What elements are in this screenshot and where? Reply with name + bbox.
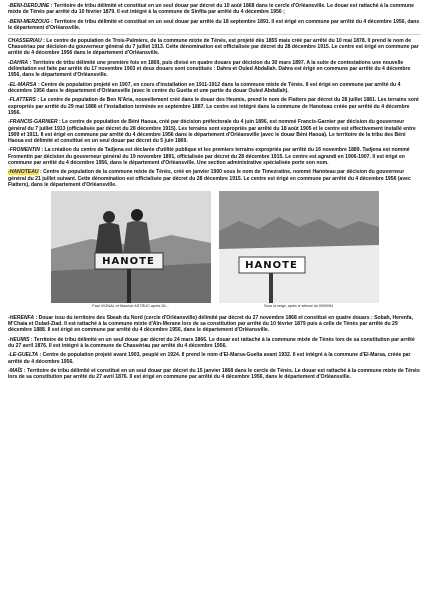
photo-snow-sign [219,191,379,309]
entry-fromentin [8,147,421,166]
entry-name: -HERENFA [8,314,35,321]
photo-image [51,191,211,303]
entry-beni-derdjine [8,3,421,15]
entry-text: : Centre de population projeté avant 1903, peuplé en 1924. Il prend le nom d'El-Marsa-Guelta avant 1932. Il est intégré à la commune d'El-Marsa, créée par arrêté du 4 décembre 1956. [8,352,411,365]
entry-name: -FLATTERS [8,97,36,104]
entry-hanoteau [8,169,421,188]
entry-dahra [8,60,421,79]
photo-image [219,191,379,303]
sign-text: HANOTE [245,259,298,271]
divider [8,34,421,35]
entry-beni-merzoug [8,19,421,31]
entry-name: -FROMENTIN [8,147,40,154]
entry-text: : Centre de population projeté en 1907, en cours d'installation en 1911-1912 dans la commune mixte de Ténès. Il est érigé en commune par arrêté du 4 décembre 1956 dans le département d'Orléansville (avec le centre du Guelta et une partie du douar Ouled Abdallah). [8,81,401,94]
entry-heumis [8,337,421,349]
entry-name: -MAÏS [8,368,23,375]
entry-name: -HEUMIS [8,336,30,343]
entry-text: : Territoire de tribu délimité et constitué en un seul douar par arrêté du 18 septembre 1891. Il est érigé en commune par arrêté du 4 décembre 1956, dans le département d'Orléansville. [8,18,420,31]
sign-text: HANOTE [102,255,155,267]
entry-text: : La création du centre de Tadjena est déclarée d'utilité publique et les premiers terrains expropriés par arrêté du 16 novembre 1889. Tadjena est nommé Fromentin par décision du gouverneur général du 19 novembre 1891, officialisée par décret du 28 décembre 1915. Le centre est agrandi en 1906-1907. Il est érigé en commune par arrêté du 4 décembre 1956, dans le département d'Orléansville. Une section administrative spécialisée porte son nom. [8,147,410,166]
entry-herenfa [8,315,421,334]
photo-men-sign-illustration [51,191,211,303]
entry-text: : Le centre de population de Ben N'Aria, nouvellement créé dans le douar des Heumis, prend le nom de Flatters par décret du 28 juillet 1881. Les terrains sont expropriés par arrêté du 29 mai 1886 et l'installation terminée en septembre 1887. Le centre est intégré dans la commune de Hanoteau créée par arrêté du 4 décembre 1956. [8,97,419,116]
entry-text: : Centre de population de la commune mixte de Ténès, créé en janvier 1900 sous le nom de Timezratine, nommé Hanoteau par décision du gouverneur général du 21 juillet suivant. Cette dénomination est officialisée par décret du 28 décembre 1915. Le centre est érigé en commune par arrêté du 4 décembre 1956 (avec Flatters), dans le département d'Orléansville. [8,169,411,188]
entry-name: -BENI-DERDJINE [8,3,50,9]
photo-caption: Paul VIGNAL et Maurice ASTRUC après 54... [92,304,169,309]
photo-row [8,191,421,309]
entry-name: -DAHRA [8,59,29,66]
photo-men-at-sign [51,191,211,309]
entry-text: : Le centre de population de Trois-Palmiers, de la commune mixte de Ténès, est projeté dès 1855 mais créé par arrêté du 10 mai 1878. Il prend le nom de Chassériau par décision du gouverneur général du 7 juillet 1913. Cette dénomination est officialisée par décret du 28 décembre 1915. Le centre est érigé en commune par arrêté du 4 décembre 1956 dans le département d'Orléansville. [8,37,419,57]
entry-name: -BENI-MERZOUG [8,18,50,25]
photo-snow-illustration [219,191,379,303]
entry-chasseriau [8,38,421,57]
entry-text: : Territoire de tribu délimité en un seul douar par décret du 24 mars 1866. Le douar est rattaché à la commune mixte de Ténès lors de sa constitution par arrêté du 27 avril 1876. Il est intégré à la commune de Chassériau par arrêté du 4 décembre 1956. [8,336,415,349]
entry-el-marsa [8,82,421,94]
entry-text: : Territoire de tribu délimité une première fois en 1869, puis divisé en quatre douars par décision du 30 mars 1897. A la suite de contestations une nouvelle délimitation est faite par arrêté du 17 novembre 1903 et deux douars sont constitués : Dahra et Ouled Abdallah. Dahra est érigé en commune par arrêté du 4 décembre 1956, dans le département d'Orléansville. [8,59,411,79]
entry-mais [8,368,421,380]
entry-flatters [8,97,421,116]
entry-name: -EL-MARSA [8,81,37,88]
entries-top [8,3,421,188]
entry-le-guelta [8,352,421,364]
entries-bottom [8,315,421,381]
entry-text: : Le centre de population de Béni Haoua, créé par décision préfectorale du 4 juin 1896, est nommé Francis-Garnier par décision du gouverneur général du 7 juillet 1913 (officialisée par décret du 28 décembre 1915). Les terrains sont expropriés par arrêté du 18 août 1905 et le centre est effectivement installé entre 1909 et 1911. Il est érigé en commune par arrêté du 4 décembre 1956 dans le département d'Orléansville (avec le douar Béni Haoua). Le territoire de la tribu des Béni Haoua est délimité et constitué en un seul douar par décret du 5 juin 1869. [8,119,416,144]
photo-caption: Sous la neige, après le séisme du 09/09/54 [264,304,333,309]
entry-name-highlighted: -HANOTEAU [8,169,39,176]
entry-text: : Douar issu du territoire des Sbeah du Nord (cercle d'Orléansville) délimité par décret du 27 novembre 1868 et constitué en quatre douars : Sobah, Herenfa, M'Chaia et Oulad-Ziad. Il est rattaché à la commune mixte d'Aïn-Merane lors de sa constitution par arrêté du 10 février 1879 puis à celle de Ténès par arrêté du 29 décembre 1888. Il est érigé en commune par arrêté du 4 décembre 1956, dans le département d'Orléansville. [8,314,413,334]
entry-name: -LE-GUELTA [8,352,39,359]
entry-name: -FRANCIS-GARNIER [8,119,58,126]
entry-francis-garnier [8,119,421,144]
entry-name: CHASSERIAU [8,37,42,44]
entry-text: : Territoire de tribu délimité et constitué en un seul douar par décret du 10 août 1868 dans le cercle d'Orléansville. Le douar est rattaché à la commune mixte de Ténès par arrêté du 10 février 1879. Il est intégré à la commune de Sinfita par arrêté du 4 décembre 1956 ; [8,3,414,16]
entry-text: : Territoire de tribu délimité et constitué en un seul douar par décret du 15 janvier 1868 dans le cercle de Ténès. Le douar est rattaché à la commune mixte de Ténès lors de sa constitution par arrêté du 27 avril 1876. Il est érigé en commune par arrêté du 4 décembre 1956, dans le département d'Orléansville. [8,368,420,381]
